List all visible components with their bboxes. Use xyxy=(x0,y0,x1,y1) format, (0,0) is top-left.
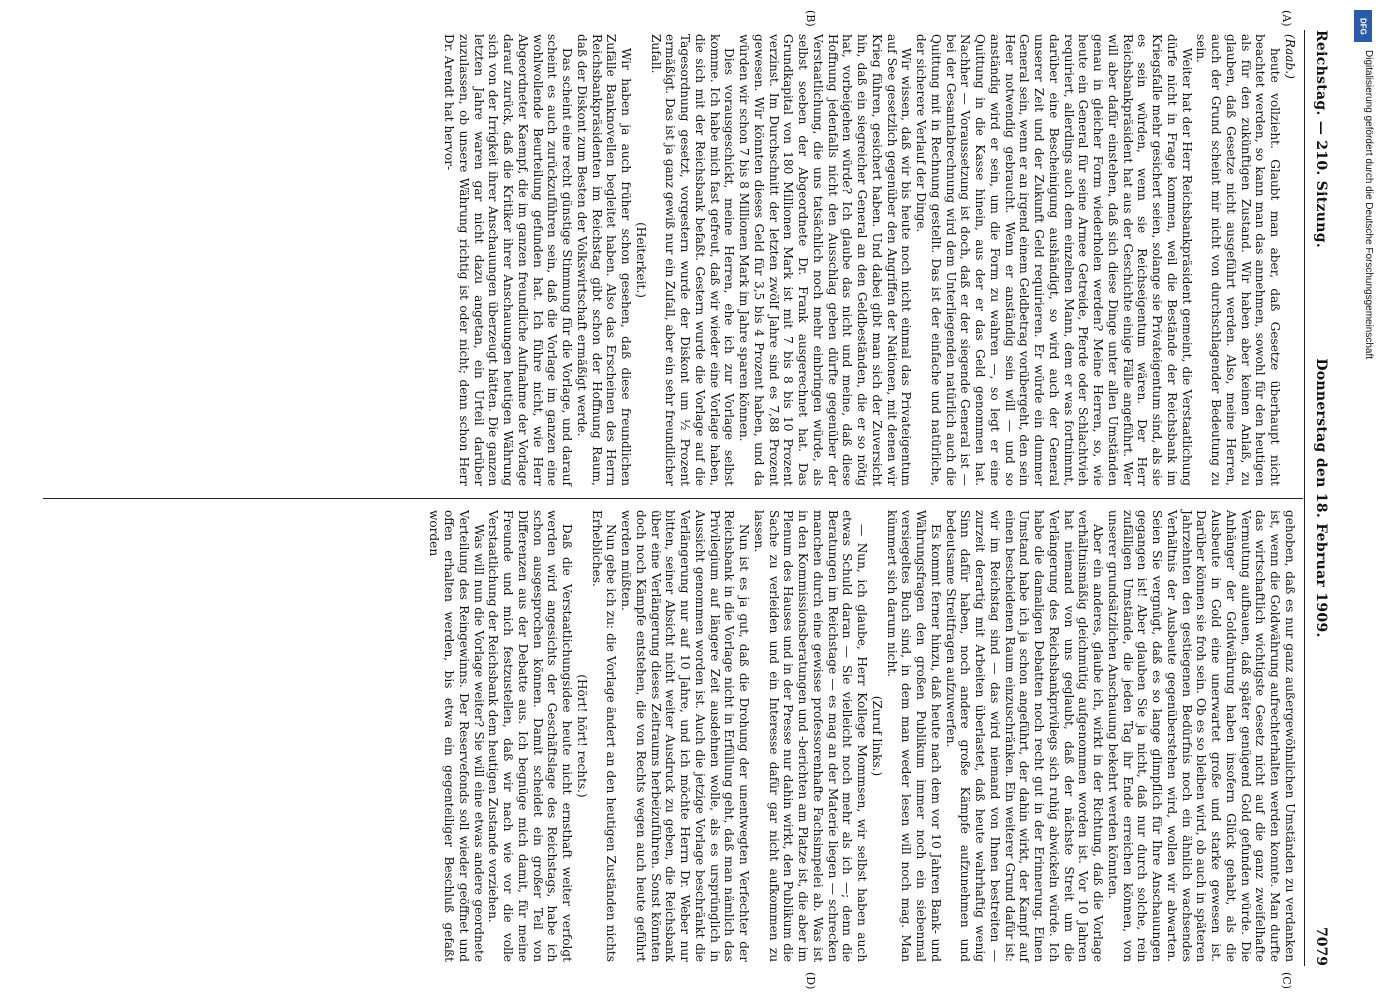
paragraph: Wir haben ja auch früher schon gesehen, daß diese freundlichen Zufälle Banknovellen begleitet haben. Also das Erscheinen des Herrn Reichsbankpräsidenten im Reichstag gibt schon der Hoffnung Raum, daß der Diskont zum Besten der Volkswirtschaft ermäßigt werde. xyxy=(575,34,634,486)
interjection: (Heiterkeit.) xyxy=(634,222,648,298)
dfg-logo: DFG xyxy=(1354,10,1372,42)
digitization-credit: Digitalisierung gefördert durch die Deutsche Forschungsgemeinschaft xyxy=(1363,50,1374,360)
newspaper-page xyxy=(43,10,1333,990)
speaker-label: (Raab.) xyxy=(1283,34,1297,79)
margin-marker-a: (A) xyxy=(1280,10,1293,27)
margin-marker-b: (B) xyxy=(804,10,817,27)
paragraph: Was will nun die Vorlage weiter? Sie will eine etwas andere geordnete Verteilung des Reingewinns. Der Reservefonds soll wieder geöffnet und offen erhalten werden, bis etwa ein gegenteiliger Beschluß gefaßt worden xyxy=(427,510,486,962)
column-divider xyxy=(43,498,1303,499)
paragraph: — Nun, ich glaube, Herr Kollege Mommsen, wir selbst haben auch etwas Schuld daran — Sie vielleicht noch mehr als ich —; denn die Beratungen im Reichstage — es mag an der Materie liegen — schrecken manchen durch eine gewisse professorenhafte Fachsimpelei ab. Was ist in den Kommissionsberatungen und -berichten am Platze ist, die aber im Plenum des Hauses und in der Presse nur dahin wirkt, den Publikum die Sache zu verleiden und ein Interesse dafür gar nicht aufkommen zu lassen. xyxy=(752,510,870,962)
paragraph: heute vollzieht. Glaubt man aber, daß Gesetze überhaupt nicht beachtet werden, so kann man das annehmen, sowohl für den heutigen als für den zukünftigen Zustand. Wir haben aber keinen Anlaß, zu glauben, daß Gesetze nicht ausgeführt werden. Also, meine Herren, auch der Grund scheint mir nicht von durchschlagender Bedeutung zu sein. xyxy=(1194,34,1283,486)
margin-marker-d: (D) xyxy=(804,972,817,990)
text-column-left xyxy=(442,34,1298,486)
interjection: (Zuruf links.) xyxy=(870,695,884,777)
paragraph: Wir wissen, daß wir bis heute noch nicht einmal das Privateigentum auf See gesetzlich gegenüber den Angriffen der Nationen, mit denen wir Krieg führen, gesichert haben. Und dabei gibt man sich der Zuversicht hin, daß ein siegreicher General an den Geldbeständen, die er so nötig hat, vorbeigehen würde? Ich glaube das nicht und meine, daß diese Hoffnung jedenfalls nicht den Ausschlag geben dürfte gegenüber der Verstaatlichung, die uns tatsächlich noch mehr einbringen würde, als selbst soeben der Abgeordnete Dr. Frank ausgerechnet hat. Das Grundkapital von 180 Millionen Mark ist mit 7 bis 8 bis 10 Prozent verzinst. Im Durchschnitt der letzten zwölf Jahre sind es 7,88 Prozent gewesen. Wir könnten dieses Geld für 3,5 bis 4 Prozent haben, und da würden wir schon 7 bis 8 Millionen Mark im Jahre sparen können. xyxy=(737,34,914,486)
header-date: Donnerstag den 18. Februar 1909. xyxy=(1313,358,1329,638)
paragraph: Dies vorausgeschickt, meine Herren, ehe ich zur Vorlage selbst komme. Ich habe mich fast gefreut, daß wir wieder eine Vorlage haben, die sich mit der Reichsbank befaßt. Gestern wurde die Vorlage auf die Tagesordnung gesetzt, vorgestern wurde der Diskont um ½ Prozent ermäßigt. Das ist ja ganz gewiß nur ein Zufall, aber ein sehr freundlicher Zufall. xyxy=(648,34,737,486)
paragraph: Nun gebe ich zu: die Vorlage ändert an den heutigen Zuständen nichts Erhebliches. xyxy=(589,510,619,962)
paragraph: Weiter hat der Herr Reichsbankpräsident gemeint, die Verstaatlichung dürfe nicht in Frage kommen, weil die Bestände der Reichsbank im Kriegsfalle mehr gesichert seien, solange sie Privateigentum sind, als sie es sein würden, wenn sie Reichseigentum wären. Der Herr Reichsbankpräsident hat aus der Geschichte einige Fälle angeführt. Wer will aber dafür einstehen, daß sich diese Dinge unter allen Umständen genau in gleicher Form wiederholen werden? Meine Herren, so, wie heute ein General für seine Armee Getreide, Pferde oder Schlachtvieh requiriert, allerdings auch dem einzelnen Mann, dem er was fortnimmt, darüber eine Bescheinigung aushändigt, so wird auch der General unserer Zeit und der Zukunft Geld requirieren. Er würde ein dummer General sein, wenn er an irgend einem Geldbetrag vorübergeht, den sein Heer notwendig gebraucht. Wenn er anständig sein will — und so anständig wird er sein, um die Form zu wahren —, so legt er eine Quittung in die Kasse hinein, aus der er das Geld genommen hat. Nachher — Voraussetzung ist doch, daß er der siegende General ist — bei der Gesamtabrechnung wird dem Unterliegenden natürlich auch die Quittung mit in Rechnung gestellt. Das ist der einfache und natürliche, der sicherere Verlauf der Dinge. xyxy=(914,34,1194,486)
paragraph: Das scheint eine recht günstige Stimmung für die Vorlage, und darauf scheint es auch zurückzuführen sein, daß die Vorlage im ganzen eine wohlwollende Beurteilung gefunden hat. Ich führe nicht, wie Herr Abgeordneter Kaempf, die im ganzen freundliche Aufnahme der Vorlage darauf zurück, daß die Kritiker ihrer Anschauungen heutigen Währung sich von der Irrigkeit ihrer Anschauungen überzeugt hätten. Die ganzen letzten Jahre waren gar nicht dazu angetan, ein Urteil darüber zuzulassen, ob unsere Währung richtig ist oder nicht; denn schon Herr Dr. Arendt hat hervor- xyxy=(442,34,575,486)
digitization-stamp xyxy=(1352,10,1374,990)
margin-marker-c: (C) xyxy=(1280,972,1293,989)
header-session: Reichstag. — 210. Sitzung. xyxy=(1313,30,1329,249)
header-rule xyxy=(1304,30,1305,966)
paragraph: Es kommt ferner hinzu, daß heute nach dem vor 10 Jahren Bank- und Währungsfragen den großen Publikum immer noch ein siebenmal versiegeltes Buch sind, in dem man weder lesen will noch mag. Man kümmert sich darum nicht. xyxy=(884,510,943,962)
interjection: (Hört! hört! rechts.) xyxy=(575,674,589,798)
paragraph: Nun ist es ja gut, daß die Drohung der unentwegten Verfechter der Reichsbank in die Vorlage nicht in Erfüllung geht, daß man nämlich das Privilegium auf längere Zeit ausdehnen wolle, als es ursprünglich in Aussicht genommen worden ist. Auch die jetzige Vorlage beschränkt die Verlängerung nur auf 10 Jahre, und ich möchte Herrn Dr. Weber nur bitten, seiner Absicht nicht weiter Ausdruck zu geben, die Reichsbank über eine Verlängerung dieses Zeitraums herbeizuführen. Sonst könnten doch noch Kämpfe entstehen, die von Rechts wegen auch heute geführt werden müßten. xyxy=(619,510,752,962)
paragraph: Aber ein anderes, glaube ich, wirkt in der Richtung, daß die Vorlage verhältnismäßig gleichmütig aufgenommen worden ist. Vor 10 Jahren hat niemand von uns geglaubt, daß der nächste Streit um die Verlängerung des Reichsbankprivilegs sich ruhig abwickeln würde. Ich habe die damaligen Debatten noch recht gut in der Erinnerung. Einen Umstand habe ich ja schon angeführt, der dahin wirkt, der Kampf auf einen bescheidenen Raum einzuschränken. Ein weiterer Grund dafür ist: wir im Reichstag sind — das wird niemand von Ihnen bestreiten — zurzeit derartig mit Arbeiten überlastet, daß heute wahrhaftig wenig Sinn dafür haben, noch andere große Kämpfe aufzunehmen und bedeutsame Streitfragen aufzuwerfen. xyxy=(943,510,1106,962)
page-number: 7079 xyxy=(1313,927,1329,966)
paragraph: Daß die Verstaatlichungsidee heute nicht ernsthaft weiter verfolgt werden wird angesichts der Geschäftslage des Reichstags, habe ich schon ausgesprochen können. Damit scheidet ein großer Teil von Differenzen aus der Debatte aus. Ich begnüge mich damit, für meine Freunde und mich festzustellen, daß wir nach wie vor die volle Verstaatlichung der Reichsbank dem heutigen Zustande vorziehen. xyxy=(486,510,575,962)
text-column-right xyxy=(427,510,1297,962)
page-header xyxy=(1305,30,1333,966)
paragraph: gehoben, daß es nur ganz außergewöhnlichen Umständen zu verdanken ist, wenn die Goldwährung aufrechterhalten werden konnte. Man durfte das wirtschaftlich wichtigste Gesetz nicht auf die ganz zweifelhafte Vermutung aufbauen, daß später genügend Gold gefunden würde. Die Anhänger der Goldwährung haben insofern Glück gehabt, als die Ausbeute in Gold eine unerwartet große und starke gewesen ist. Darüber können sie froh sein. Ob es so bleiben wird, ob auch in späteren Jahrzehnten den gestiegenen Bedürfnis noch ein ähnlich wachsendes Verhältnis der Ausbeute gegenüberstehen wird, wollen wir abwarten. Seien Sie vergnügt, daß es so lange glimpflich für Ihre Anschauungen gegangen ist! Aber glauben Sie ja nicht, daß nur durch solche, rein zufälligen Umstände, die jeden Tag ihr Ende erreichen können, von unserer grundsätzlichen Anschauung bekehrt werden könnten. xyxy=(1106,510,1297,962)
